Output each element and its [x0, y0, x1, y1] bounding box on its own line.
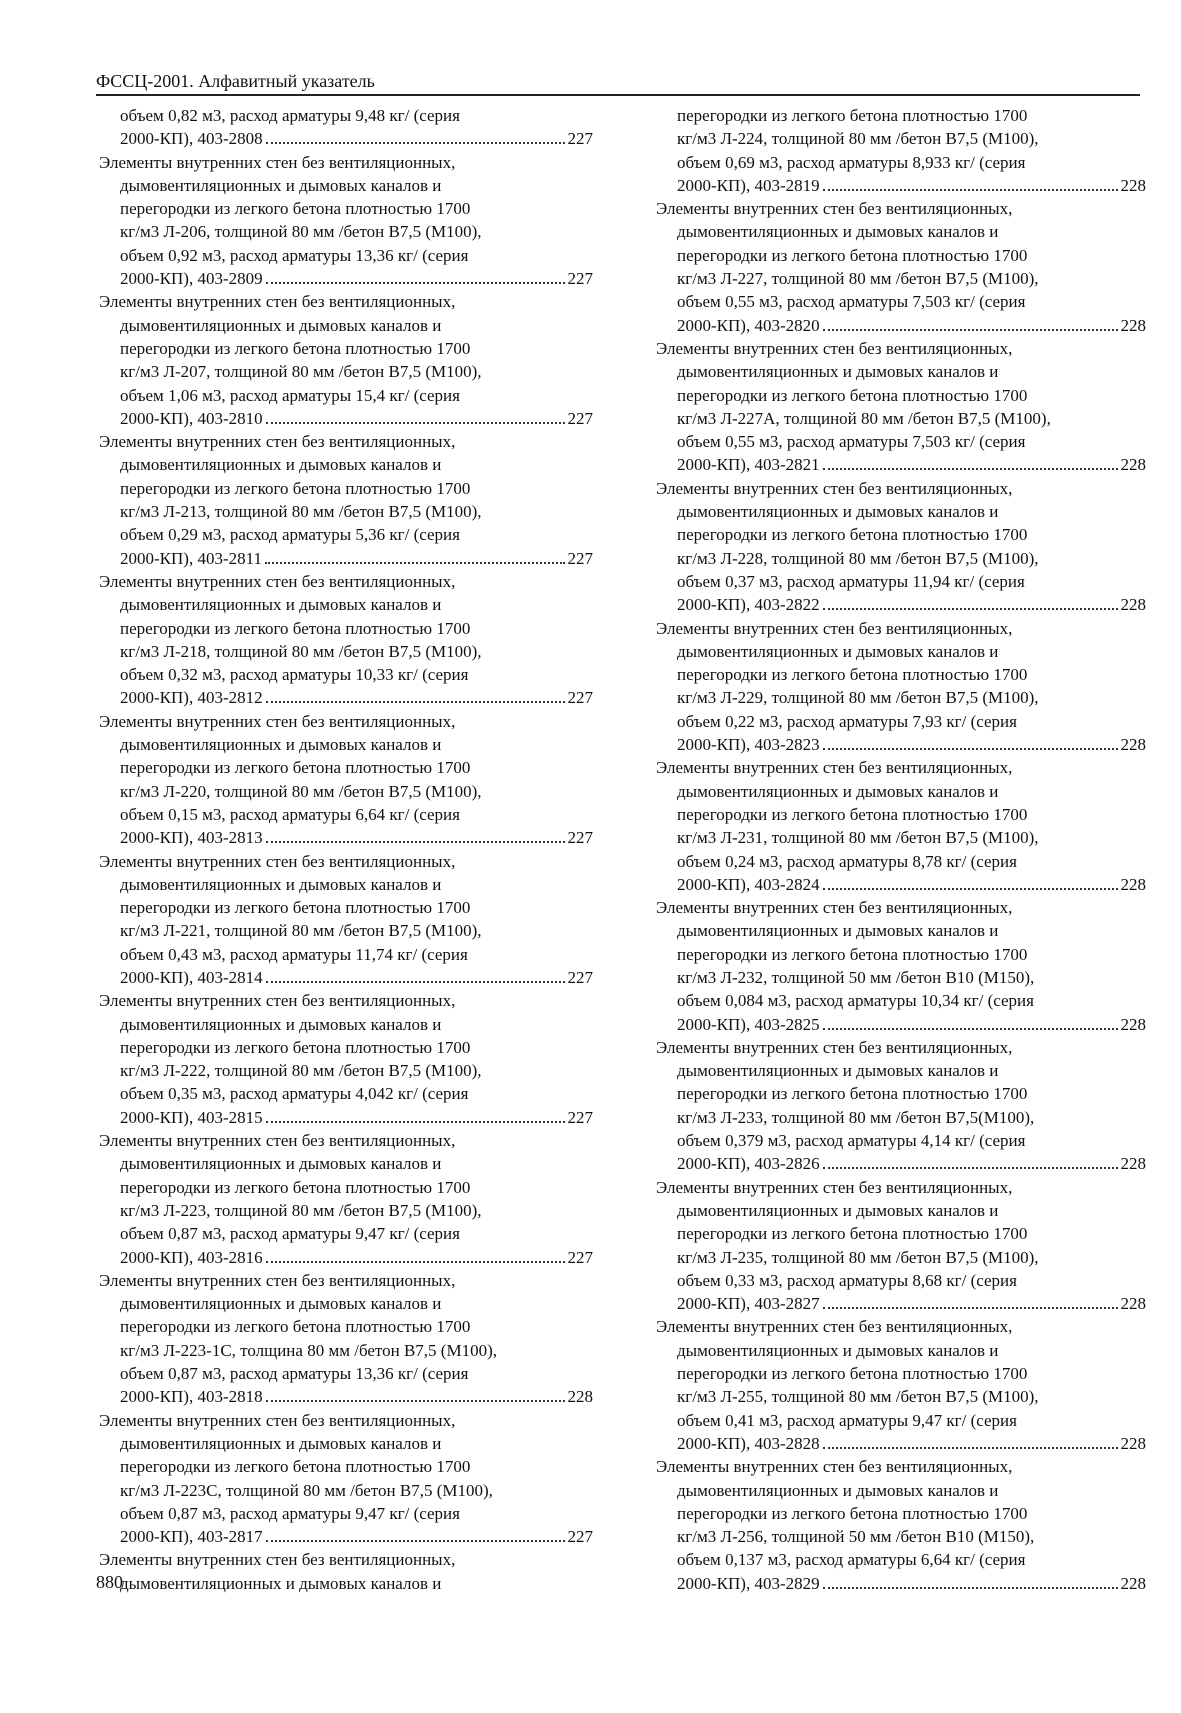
- entry-text-line: дымовентиляционных и дымовых каналов и: [677, 921, 999, 941]
- entry-page-ref: 228: [1120, 1573, 1146, 1593]
- entry-text-line: объем 0,22 м3, расход арматуры 7,93 кг/ (серия: [677, 711, 1017, 731]
- entry-text-line: перегородки из легкого бетона плотностью 1700: [120, 478, 471, 498]
- entry-reference-line: [656, 873, 1146, 896]
- index-entry: [99, 151, 593, 291]
- entry-reference-line: [656, 314, 1146, 337]
- entry-heading: Элементы внутренних стен без вентиляционных,: [99, 1410, 456, 1430]
- entry-text-line: объем 0,55 м3, расход арматуры 7,503 кг/ (серия: [677, 432, 1026, 452]
- entry-text-line: дымовентиляционных и дымовых каналов и: [677, 1480, 999, 1500]
- entry-heading: Элементы внутренних стен без вентиляционных,: [99, 152, 456, 172]
- entry-text-line: перегородки из легкого бетона плотностью 1700: [120, 1037, 471, 1057]
- entry-reference-line: [99, 966, 593, 989]
- entry-text-line: кг/м3 Л-256, толщиной 50 мм /бетон В10 (М150),: [677, 1527, 1035, 1547]
- entry-text-line: кг/м3 Л-231, толщиной 80 мм /бетон В7,5 (М100),: [677, 828, 1039, 848]
- entry-page-ref: 227: [567, 129, 593, 149]
- entry-text-line: перегородки из легкого бетона плотностью 1700: [677, 106, 1028, 125]
- entry-heading: Элементы внутренних стен без вентиляционных,: [656, 338, 1013, 358]
- entry-page-ref: 227: [567, 828, 593, 848]
- entry-text-line: дымовентиляционных и дымовых каналов и: [120, 315, 442, 335]
- entry-code: 2000-КП), 403-2820: [677, 315, 820, 335]
- entry-text-line: объем 0,379 м3, расход арматуры 4,14 кг/ (серия: [677, 1131, 1026, 1151]
- page-number: 880: [96, 1572, 123, 1592]
- entry-text-line: дымовентиляционных и дымовых каналов и: [120, 595, 442, 615]
- dot-leader: [266, 701, 565, 703]
- entry-heading: Элементы внутренних стен без вентиляционных,: [656, 1177, 1013, 1197]
- entry-code: 2000-КП), 403-2816: [120, 1247, 263, 1267]
- entry-text-line: дымовентиляционных и дымовых каналов и: [120, 1154, 442, 1174]
- entry-page-ref: 228: [1120, 1433, 1146, 1453]
- entry-reference-line: [99, 267, 593, 290]
- entry-heading: Элементы внутренних стен без вентиляционных,: [99, 1270, 456, 1290]
- index-entry: [656, 896, 1146, 1036]
- entry-text-line: дымовентиляционных и дымовых каналов и: [677, 1061, 999, 1081]
- entry-page-ref: 227: [567, 688, 593, 708]
- entry-code: 2000-КП), 403-2817: [120, 1527, 263, 1547]
- dot-leader: [266, 1540, 565, 1542]
- entry-text-line: дымовентиляционных и дымовых каналов и: [120, 874, 442, 894]
- entry-page-ref: 227: [567, 967, 593, 987]
- index-column-right: [656, 104, 1146, 1595]
- index-entry: [656, 197, 1146, 337]
- entry-text-line: объем 0,92 м3, расход арматуры 13,36 кг/ (серия: [120, 245, 469, 265]
- entry-code: 2000-КП), 403-2812: [120, 688, 263, 708]
- dot-leader: [266, 142, 565, 144]
- entry-text-line: дымовентиляционных и дымовых каналов и: [120, 175, 442, 195]
- index-column-left: [99, 104, 593, 1595]
- entry-heading: Элементы внутренних стен без вентиляционных,: [656, 898, 1013, 918]
- entry-text-line: перегородки из легкого бетона плотностью 1700: [677, 385, 1028, 405]
- entry-page-ref: 227: [567, 548, 593, 568]
- entry-heading: Элементы внутренних стен без вентиляционных,: [99, 1131, 456, 1151]
- dot-leader: [823, 1587, 1118, 1589]
- entry-text-line: кг/м3 Л-223-1С, толщина 80 мм /бетон В7,5 (М100),: [120, 1340, 497, 1360]
- entry-reference-line: [656, 174, 1146, 197]
- entry-page-ref: 228: [1120, 1294, 1146, 1314]
- entry-page-ref: 228: [1120, 455, 1146, 475]
- entry-text-line: перегородки из легкого бетона плотностью 1700: [120, 1317, 471, 1337]
- entry-text-line: объем 0,82 м3, расход арматуры 9,48 кг/ (серия: [120, 106, 460, 125]
- entry-code: 2000-КП), 403-2823: [677, 735, 820, 755]
- entry-text-line: объем 0,29 м3, расход арматуры 5,36 кг/ (серия: [120, 525, 460, 545]
- dot-leader: [823, 329, 1118, 331]
- dot-leader: [823, 468, 1118, 470]
- entry-text-line: дымовентиляционных и дымовых каналов и: [677, 781, 999, 801]
- dot-leader: [823, 1447, 1118, 1449]
- entry-text-line: перегородки из легкого бетона плотностью 1700: [677, 1503, 1028, 1523]
- entry-heading: Элементы внутренних стен без вентиляционных,: [656, 1457, 1013, 1477]
- dot-leader: [823, 1028, 1118, 1030]
- entry-reference-line: [656, 1432, 1146, 1455]
- entry-text-line: перегородки из легкого бетона плотностью 1700: [120, 898, 471, 918]
- entry-page-ref: 228: [1120, 1154, 1146, 1174]
- entry-text-line: объем 0,87 м3, расход арматуры 9,47 кг/ (серия: [120, 1503, 460, 1523]
- entry-code: 2000-КП), 403-2827: [677, 1294, 820, 1314]
- index-entry: [656, 1455, 1146, 1595]
- entry-text-line: дымовентиляционных и дымовых каналов и: [120, 1014, 442, 1034]
- entry-page-ref: 227: [567, 1527, 593, 1547]
- dot-leader: [823, 189, 1118, 191]
- entry-text-line: перегородки из легкого бетона плотностью 1700: [120, 338, 471, 358]
- entry-text-line: кг/м3 Л-227, толщиной 80 мм /бетон В7,5 (М100),: [677, 269, 1039, 289]
- entry-heading: Элементы внутренних стен без вентиляционных,: [99, 1550, 456, 1570]
- entry-page-ref: 228: [1120, 1014, 1146, 1034]
- entry-reference-line: [99, 1106, 593, 1129]
- index-entry: [99, 989, 593, 1129]
- dot-leader: [823, 748, 1118, 750]
- entry-text-line: объем 0,87 м3, расход арматуры 9,47 кг/ (серия: [120, 1224, 460, 1244]
- entry-page-ref: 228: [1120, 175, 1146, 195]
- entry-text-line: перегородки из легкого бетона плотностью 1700: [120, 1177, 471, 1197]
- entry-text-line: дымовентиляционных и дымовых каналов и: [677, 1340, 999, 1360]
- entry-text-line: кг/м3 Л-222, толщиной 80 мм /бетон В7,5 (М100),: [120, 1061, 482, 1081]
- entry-text-line: кг/м3 Л-227А, толщиной 80 мм /бетон В7,5 (М100),: [677, 408, 1051, 428]
- entry-text-line: кг/м3 Л-229, толщиной 80 мм /бетон В7,5 (М100),: [677, 688, 1039, 708]
- entry-reference-line: [99, 547, 593, 570]
- entry-text-line: перегородки из легкого бетона плотностью 1700: [677, 1364, 1028, 1384]
- entry-text-line: перегородки из легкого бетона плотностью 1700: [677, 1084, 1028, 1104]
- entry-text-line: дымовентиляционных и дымовых каналов и: [120, 1573, 442, 1593]
- entry-text-line: кг/м3 Л-221, толщиной 80 мм /бетон В7,5 (М100),: [120, 921, 482, 941]
- index-entry: [656, 756, 1146, 896]
- entry-text-line: объем 0,32 м3, расход арматуры 10,33 кг/ (серия: [120, 665, 469, 685]
- dot-leader: [266, 841, 565, 843]
- entry-text-line: кг/м3 Л-206, толщиной 80 мм /бетон В7,5 (М100),: [120, 222, 482, 242]
- entry-text-line: объем 0,87 м3, расход арматуры 13,36 кг/ (серия: [120, 1364, 469, 1384]
- entry-heading: Элементы внутренних стен без вентиляционных,: [99, 292, 456, 312]
- entry-heading: Элементы внутренних стен без вентиляционных,: [99, 711, 456, 731]
- entry-page-ref: 228: [567, 1387, 593, 1407]
- entry-code: 2000-КП), 403-2821: [677, 455, 820, 475]
- entry-page-ref: 227: [567, 408, 593, 428]
- entry-text-line: объем 0,084 м3, расход арматуры 10,34 кг/ (серия: [677, 991, 1034, 1011]
- entry-page-ref: 227: [567, 1247, 593, 1267]
- dot-leader: [266, 282, 565, 284]
- entry-reference-line: [656, 1292, 1146, 1315]
- entry-text-line: перегородки из легкого бетона плотностью 1700: [677, 1224, 1028, 1244]
- index-entry: [99, 1409, 593, 1549]
- entry-heading: Элементы внутренних стен без вентиляционных,: [99, 432, 456, 452]
- entry-text-line: объем 0,69 м3, расход арматуры 8,933 кг/ (серия: [677, 152, 1026, 172]
- entry-code: 2000-КП), 403-2814: [120, 967, 263, 987]
- entry-page-ref: 228: [1120, 735, 1146, 755]
- entry-code: 2000-КП), 403-2810: [120, 408, 263, 428]
- entry-text-line: перегородки из легкого бетона плотностью 1700: [677, 525, 1028, 545]
- entry-reference-line: [99, 407, 593, 430]
- entry-heading: Элементы внутренних стен без вентиляционных,: [656, 758, 1013, 778]
- entry-reference-line: [656, 593, 1146, 616]
- entry-text-line: перегородки из легкого бетона плотностью 1700: [120, 618, 471, 638]
- entry-text-line: объем 0,137 м3, расход арматуры 6,64 кг/ (серия: [677, 1550, 1026, 1570]
- entry-text-line: перегородки из легкого бетона плотностью 1700: [120, 199, 471, 219]
- entry-code: 2000-КП), 403-2825: [677, 1014, 820, 1034]
- entry-text-line: дымовентиляционных и дымовых каналов и: [120, 455, 442, 475]
- entry-text-line: кг/м3 Л-223С, толщиной 80 мм /бетон В7,5 (М100),: [120, 1480, 493, 1500]
- entry-text-line: объем 1,06 м3, расход арматуры 15,4 кг/ (серия: [120, 385, 460, 405]
- index-entry: [99, 710, 593, 850]
- entry-text-line: перегородки из легкого бетона плотностью 1700: [677, 665, 1028, 685]
- entry-text-line: объем 0,43 м3, расход арматуры 11,74 кг/ (серия: [120, 944, 468, 964]
- entry-code: 2000-КП), 403-2826: [677, 1154, 820, 1174]
- dot-leader: [823, 1307, 1118, 1309]
- entry-page-ref: 227: [567, 269, 593, 289]
- entry-reference-line: [99, 826, 593, 849]
- entry-heading: Элементы внутренних стен без вентиляционных,: [99, 991, 456, 1011]
- entry-text-line: перегородки из легкого бетона плотностью 1700: [677, 804, 1028, 824]
- dot-leader: [266, 422, 565, 424]
- entry-text-line: дымовентиляционных и дымовых каналов и: [677, 641, 999, 661]
- entry-text-line: дымовентиляционных и дымовых каналов и: [677, 1200, 999, 1220]
- entry-code: 2000-КП), 403-2813: [120, 828, 263, 848]
- entry-text-line: перегородки из легкого бетона плотностью 1700: [677, 944, 1028, 964]
- dot-leader: [266, 1400, 565, 1402]
- entry-text-line: объем 0,55 м3, расход арматуры 7,503 кг/ (серия: [677, 292, 1026, 312]
- index-entry: [99, 1129, 593, 1269]
- entry-reference-line: [99, 1385, 593, 1408]
- entry-text-line: кг/м3 Л-235, толщиной 80 мм /бетон В7,5 (М100),: [677, 1247, 1039, 1267]
- entry-page-ref: 228: [1120, 874, 1146, 894]
- entry-page-ref: 228: [1120, 595, 1146, 615]
- entry-heading: Элементы внутренних стен без вентиляционных,: [656, 199, 1013, 219]
- entry-text-line: кг/м3 Л-218, толщиной 80 мм /бетон В7,5 (М100),: [120, 641, 482, 661]
- dot-leader: [823, 1167, 1118, 1169]
- entry-code: 2000-КП), 403-2818: [120, 1387, 263, 1407]
- entry-text-line: объем 0,37 м3, расход арматуры 11,94 кг/ (серия: [677, 571, 1025, 591]
- entry-heading: Элементы внутренних стен без вентиляционных,: [99, 571, 456, 591]
- entry-code: 2000-КП), 403-2811: [120, 548, 262, 568]
- entry-text-line: объем 0,24 м3, расход арматуры 8,78 кг/ (серия: [677, 851, 1017, 871]
- entry-reference-line: [656, 453, 1146, 476]
- entry-text-line: объем 0,15 м3, расход арматуры 6,64 кг/ (серия: [120, 804, 460, 824]
- entry-reference-line: [656, 1572, 1146, 1595]
- index-entry: [99, 1548, 593, 1595]
- index-entry: [656, 477, 1146, 617]
- entry-text-line: кг/м3 Л-233, толщиной 80 мм /бетон В7,5(М100),: [677, 1107, 1035, 1127]
- index-entry: [99, 430, 593, 570]
- index-entry: [99, 290, 593, 430]
- entry-heading: Элементы внутренних стен без вентиляционных,: [656, 618, 1013, 638]
- index-entry: [99, 850, 593, 990]
- entry-reference-line: [99, 127, 593, 150]
- entry-code: 2000-КП), 403-2829: [677, 1573, 820, 1593]
- entry-reference-line: [99, 686, 593, 709]
- index-entry: [656, 617, 1146, 757]
- entry-text-line: дымовентиляционных и дымовых каналов и: [120, 1294, 442, 1314]
- dot-leader: [266, 981, 565, 983]
- dot-leader: [266, 1261, 565, 1263]
- entry-text-line: кг/м3 Л-207, толщиной 80 мм /бетон В7,5 (М100),: [120, 362, 482, 382]
- entry-text-line: кг/м3 Л-228, толщиной 80 мм /бетон В7,5 (М100),: [677, 548, 1039, 568]
- entry-heading: Элементы внутренних стен без вентиляционных,: [656, 478, 1013, 498]
- entry-text-line: кг/м3 Л-213, толщиной 80 мм /бетон В7,5 (М100),: [120, 502, 482, 522]
- entry-text-line: дымовентиляционных и дымовых каналов и: [120, 1433, 442, 1453]
- entry-code: 2000-КП), 403-2824: [677, 874, 820, 894]
- entry-reference-line: [99, 1525, 593, 1548]
- entry-heading: Элементы внутренних стен без вентиляционных,: [656, 1037, 1013, 1057]
- entry-text-line: кг/м3 Л-223, толщиной 80 мм /бетон В7,5 (М100),: [120, 1200, 482, 1220]
- entry-text-line: объем 0,41 м3, расход арматуры 9,47 кг/ (серия: [677, 1410, 1017, 1430]
- entry-page-ref: 227: [567, 1107, 593, 1127]
- entry-reference-line: [656, 1152, 1146, 1175]
- entry-heading: Элементы внутренних стен без вентиляционных,: [656, 1317, 1013, 1337]
- entry-text-line: дымовентиляционных и дымовых каналов и: [677, 362, 999, 382]
- entry-reference-line: [656, 1013, 1146, 1036]
- index-entry: [656, 1315, 1146, 1455]
- entry-reference-line: [656, 733, 1146, 756]
- index-entry: [656, 1036, 1146, 1176]
- entry-code: 2000-КП), 403-2808: [120, 129, 263, 149]
- entry-text-line: дымовентиляционных и дымовых каналов и: [677, 222, 999, 242]
- index-entry: [99, 104, 593, 151]
- index-entry: [656, 1176, 1146, 1316]
- entry-code: 2000-КП), 403-2815: [120, 1107, 263, 1127]
- index-entry: [99, 570, 593, 710]
- index-entry: [656, 104, 1146, 197]
- index-entry: [656, 337, 1146, 477]
- entry-text-line: перегородки из легкого бетона плотностью 1700: [677, 245, 1028, 265]
- entry-text-line: кг/м3 Л-232, толщиной 50 мм /бетон В10 (М150),: [677, 967, 1035, 987]
- entry-text-line: кг/м3 Л-224, толщиной 80 мм /бетон В7,5 (М100),: [677, 129, 1039, 149]
- entry-text-line: объем 0,33 м3, расход арматуры 8,68 кг/ (серия: [677, 1270, 1017, 1290]
- dot-leader: [823, 608, 1118, 610]
- entry-text-line: дымовентиляционных и дымовых каналов и: [677, 502, 999, 522]
- entry-text-line: перегородки из легкого бетона плотностью 1700: [120, 1457, 471, 1477]
- entry-code: 2000-КП), 403-2828: [677, 1433, 820, 1453]
- index-entry: [99, 1269, 593, 1409]
- entry-text-line: дымовентиляционных и дымовых каналов и: [120, 735, 442, 755]
- dot-leader: [823, 888, 1118, 890]
- entry-text-line: объем 0,35 м3, расход арматуры 4,042 кг/ (серия: [120, 1084, 469, 1104]
- page-title: ФССЦ-2001. Алфавитный указатель: [96, 71, 375, 91]
- entry-code: 2000-КП), 403-2809: [120, 269, 263, 289]
- entry-page-ref: 228: [1120, 315, 1146, 335]
- entry-text-line: кг/м3 Л-220, толщиной 80 мм /бетон В7,5 (М100),: [120, 781, 482, 801]
- entry-reference-line: [99, 1246, 593, 1269]
- entry-code: 2000-КП), 403-2822: [677, 595, 820, 615]
- entry-text-line: кг/м3 Л-255, толщиной 80 мм /бетон В7,5 (М100),: [677, 1387, 1039, 1407]
- dot-leader: [266, 1121, 565, 1123]
- dot-leader: [265, 562, 565, 564]
- entry-text-line: перегородки из легкого бетона плотностью 1700: [120, 758, 471, 778]
- entry-code: 2000-КП), 403-2819: [677, 175, 820, 195]
- page-header: [96, 70, 1140, 96]
- entry-heading: Элементы внутренних стен без вентиляционных,: [99, 851, 456, 871]
